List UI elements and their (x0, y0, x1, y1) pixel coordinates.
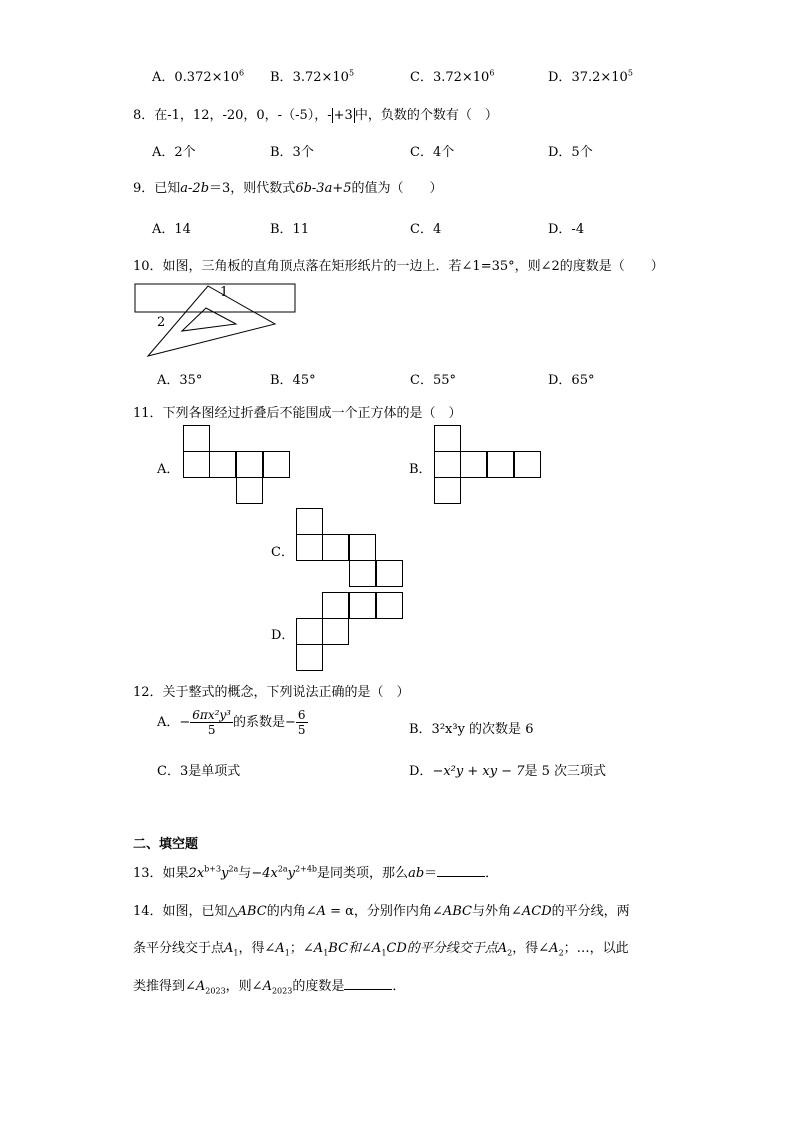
q14-A-2023a: A (195, 979, 206, 994)
q11-label-d: D． (271, 628, 295, 643)
q9-stem-c: 的值为（ ） (351, 181, 443, 196)
q8-option-d: D．5个 (548, 145, 593, 160)
net-square (349, 534, 376, 561)
q7-option-a-letter: A． (152, 70, 175, 85)
q9-stem (133, 177, 443, 196)
q14-line2-b: ，得∠ (238, 941, 276, 956)
q14-sub-2023a: 2023 (205, 986, 226, 996)
q10-rectangle-paper (135, 284, 295, 312)
q7-option-b (270, 66, 354, 85)
q14-sub-2b: 2 (558, 948, 564, 958)
q14-line2 (133, 937, 629, 958)
net-square (183, 451, 210, 478)
q14-answer-blank[interactable] (344, 989, 392, 990)
q7-option-d-letter: D． (548, 70, 572, 85)
q13-ab: ab (408, 866, 425, 881)
q14-sub-2023b: 2023 (271, 986, 293, 996)
net-square (322, 618, 349, 645)
q9-expr1: a-2b (180, 181, 210, 196)
net-square (236, 477, 263, 504)
q14-line1-ACD: ACD (521, 904, 552, 919)
q14-line1-a: 14．如图，已知△ (133, 904, 238, 919)
q10-option-d: D．65° (548, 373, 595, 388)
q13-tail: 是同类项，那么 (317, 866, 409, 881)
q12-option-a-denominator: 5 (207, 723, 216, 737)
q14-line1 (133, 900, 630, 919)
net-square (487, 451, 514, 478)
q8-abs-content: +3 (333, 108, 353, 123)
q14-line3-a: 类推得到∠ (133, 979, 196, 994)
q13-expr1: 2x (188, 866, 205, 881)
section-title: 二、填空题 (133, 837, 199, 852)
net-square (349, 592, 376, 619)
q14-A-2b: A (549, 941, 559, 956)
q7-option-c-text: 3.72×10 (432, 70, 490, 85)
q14-A-2a: A (497, 941, 508, 956)
q12-option-a-denominator2: 5 (297, 723, 306, 737)
q14-sub-1c: 1 (323, 948, 329, 958)
q13-mid: 与 (238, 866, 252, 881)
net-square (460, 451, 487, 478)
q13-end: ＝ (424, 866, 438, 881)
net-square (434, 477, 461, 504)
q14-A-1b: A (275, 941, 285, 956)
q10-option-c: C．55° (410, 373, 456, 388)
q12-option-a-mid: 的系数是 (233, 715, 286, 730)
q12-option-a-numerator2: 6 (297, 708, 306, 722)
q14-line2-a: 条平分线交于点 (133, 941, 225, 956)
q7-option-c-letter: C． (410, 70, 433, 85)
q9-option-d: D．-4 (548, 222, 585, 237)
q7-option-a-exp: 6 (239, 68, 245, 78)
q12-option-a-minus2: − (285, 715, 296, 730)
q14-line2-d: BC和∠ (328, 941, 372, 956)
q12-option-b: B．3²x³y 的次数是 6 (409, 722, 534, 737)
q9-option-a: A．14 (152, 222, 191, 237)
net-square (296, 618, 323, 645)
q12-option-d-expr: −x²y + xy − 7 (432, 764, 525, 779)
q14-line1-c: = α，分别作内角∠ (325, 904, 443, 919)
q8-option-a: A．2个 (152, 145, 196, 160)
q11-label-a: A． (157, 462, 180, 477)
q7-option-a (152, 66, 244, 85)
q9-stem-b: ＝3，则代数式 (209, 181, 296, 196)
net-square (209, 451, 236, 478)
q13-answer-blank[interactable] (437, 876, 485, 877)
q14-line2-c: ；∠ (289, 941, 314, 956)
q13-expr2: −4x (251, 866, 278, 881)
q7-option-d (548, 66, 633, 85)
q12-option-a-fraction (190, 708, 233, 737)
q12-option-a (157, 708, 308, 737)
q14-line2-f: ，得∠ (512, 941, 550, 956)
q13-expr2-yexp: 2+4b (295, 864, 318, 874)
q12-stem: 12．关于整式的概念，下列说法正确的是（ ） (133, 685, 410, 700)
q8-stem-a: 8．在-1，12，-20，0，-（-5），- (133, 108, 332, 123)
net-square (296, 508, 323, 535)
q14-sub-1d: 1 (381, 948, 387, 958)
q12-option-a-minus: − (179, 715, 191, 730)
q14-A-2023b: A (262, 979, 272, 994)
q11-stem: 11．下列各图经过折叠后不能围成一个正方体的是（ ） (133, 406, 462, 421)
q14-sub-2a: 2 (507, 948, 513, 958)
q14-line2-A1: A (224, 941, 234, 956)
q13-expr1-y: y (221, 866, 229, 881)
q14-line1-b: 的内角∠ (266, 904, 317, 919)
q8-abs-value (332, 108, 355, 123)
net-square (183, 425, 210, 452)
q10-angle-2-label: 2 (157, 315, 166, 330)
q13-stem: 13．如果$2x^{b+3}y^{2a}$与$-4x^{2a}y^{2+4b}$是同类项，那么ab＝ ． (133, 864, 499, 881)
q14-sub-1a: 1 (233, 948, 239, 958)
q9-expr2: 6b-3a+5 (295, 181, 352, 196)
q14-line2-g: ；…，以此 (563, 941, 629, 956)
q14-line3-b: ，则∠ (225, 979, 263, 994)
q9-stem-a: 9．已知 (133, 181, 181, 196)
q13-expr2-exp: 2a (277, 864, 288, 874)
net-square (434, 451, 461, 478)
q10-figure (130, 280, 305, 362)
net-square (263, 451, 290, 478)
net-square (236, 451, 263, 478)
net-square (376, 592, 403, 619)
net-square (296, 534, 323, 561)
q13-expr1-exp: b+3 (204, 864, 222, 874)
q7-option-c-exp: 6 (489, 68, 495, 78)
q7-option-a-text: 0.372×10 (174, 70, 240, 85)
q7-option-d-text: 37.2×10 (571, 70, 628, 85)
net-square (349, 560, 376, 587)
q8-stem-b: 中，负数的个数有（ ） (354, 108, 498, 123)
q9-option-b: B．11 (270, 222, 310, 237)
q11-label-b: B． (409, 462, 432, 477)
q10-option-b: B．45° (270, 373, 316, 388)
q10-triangle-outer (148, 286, 275, 356)
q14-line3-c: 的度数是 (292, 979, 345, 994)
net-square (434, 425, 461, 452)
q12-option-d-text: 是 5 次三项式 (524, 764, 607, 779)
q12-option-c: C．3是单项式 (157, 764, 241, 779)
q7-option-b-letter: B． (270, 70, 293, 85)
net-square (514, 451, 541, 478)
q14-A-1d: A (371, 941, 382, 956)
q12-option-a-letter: A． (157, 715, 180, 730)
q10-angle-1-label: 1 (220, 285, 229, 300)
q12-option-d-letter: D． (409, 764, 433, 779)
q8-stem (133, 104, 498, 123)
q14-line1-d: 与外角∠ (471, 904, 522, 919)
q12-option-d (409, 760, 606, 779)
q8-option-b: B．3个 (270, 145, 314, 160)
net-square (322, 592, 349, 619)
q7-option-b-text: 3.72×10 (292, 70, 349, 85)
net-square (322, 534, 349, 561)
q14-line3: 类推得到$\angle A_{2023}$，则$\angle A_{2023}$的度数是 ． (133, 979, 406, 996)
q11-label-c: C． (271, 545, 294, 560)
q7-option-c (410, 66, 494, 85)
q13-expr1-yexp: 2a (228, 864, 239, 874)
q10-triangle-inner (182, 308, 236, 331)
q12-option-a-fraction2 (296, 708, 308, 737)
q14-line2-e: CD的平分线交于点 (386, 941, 498, 956)
q14-line1-e: 的平分线，两 (551, 904, 630, 919)
q8-option-c: C．4个 (410, 145, 455, 160)
q14-sub-1b: 1 (284, 948, 290, 958)
q10-option-a: A．35° (157, 373, 203, 388)
q12-option-a-numerator: 6πx²y³ (192, 708, 231, 722)
q7-option-d-exp: 5 (627, 68, 633, 78)
q9-option-c: C．4 (410, 222, 442, 237)
q14-A-1c: A (313, 941, 324, 956)
q14-line1-abc: ABC (237, 904, 267, 919)
q7-option-b-exp: 5 (348, 68, 355, 78)
q14-line1-A: A (316, 904, 326, 919)
q13-num: 13．如果 (133, 866, 189, 881)
q14-line1-ABC: ABC (442, 904, 472, 919)
q10-stem: 10．如图，三角板的直角顶点落在矩形纸片的一边上．若∠1=35°，则∠2的度数是（ ） (133, 259, 664, 274)
net-square (296, 644, 323, 671)
q13-expr2-y: y (287, 866, 296, 881)
net-square (376, 560, 403, 587)
